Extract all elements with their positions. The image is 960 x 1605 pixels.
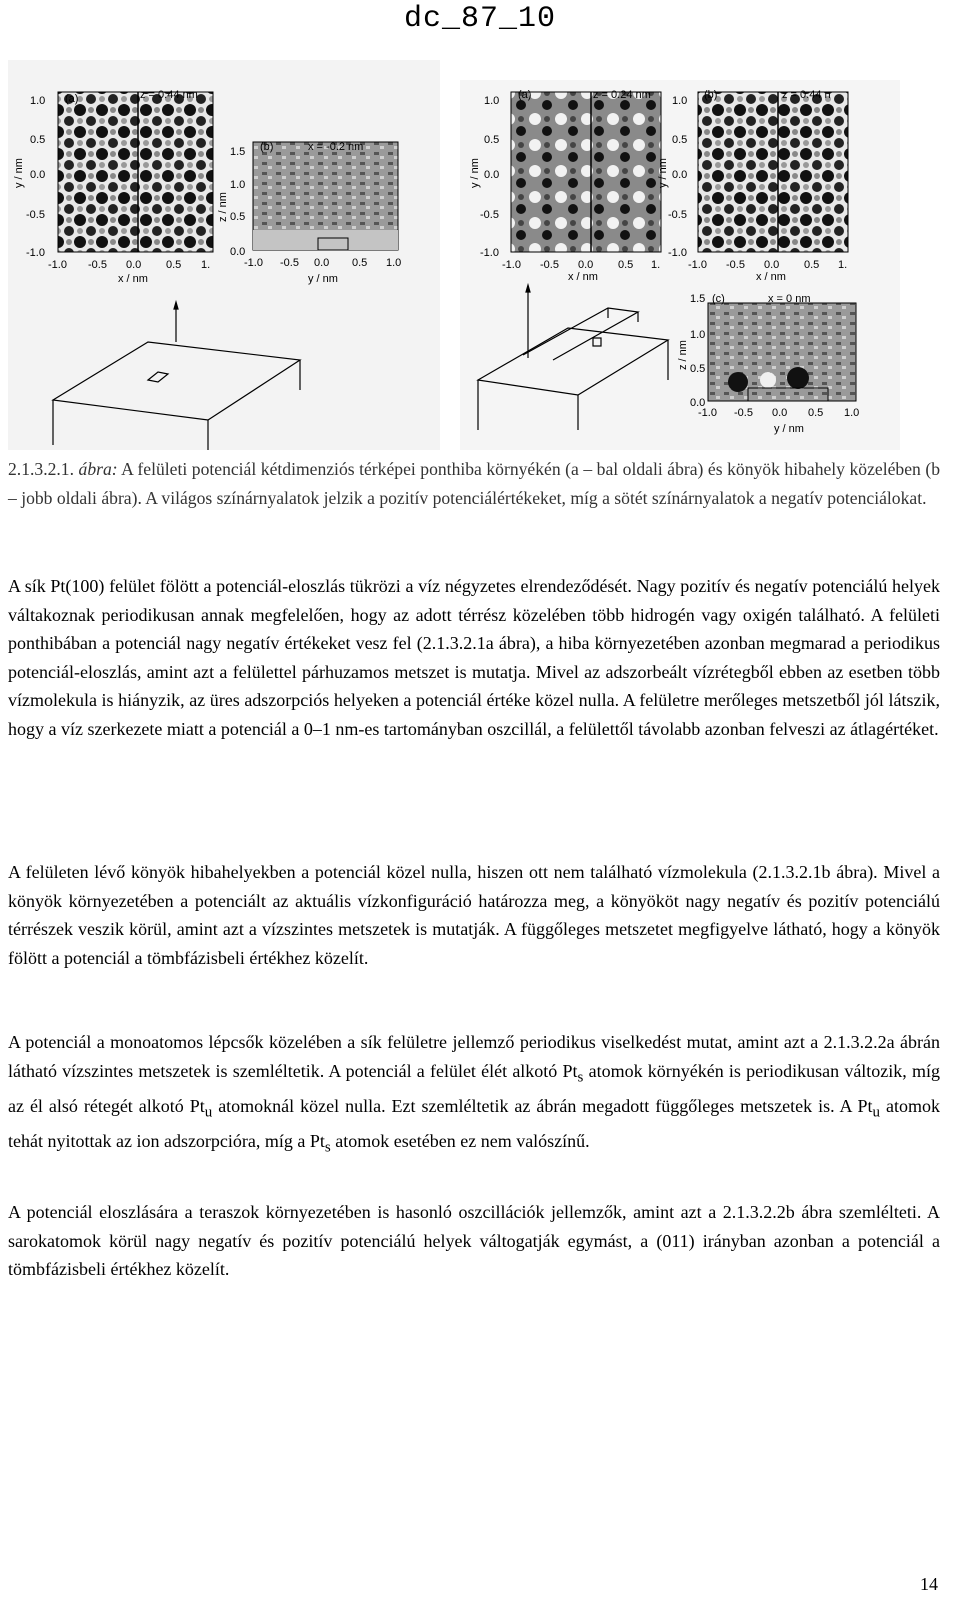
y-tick: -0.5 [480,209,499,221]
x-tick: 0.0 [126,259,142,271]
panel-caption: x = 0 nm [768,293,811,305]
x-tick: -0.5 [734,407,753,419]
paragraph-2 [8,858,940,972]
p3-part-d: atomok tehát nyitottak az ion adszorpcióra, míg a Pt [8,1095,940,1151]
y-tick: 1.0 [672,95,688,107]
x-tick: 0.0 [764,259,780,271]
y-tick: -1.0 [480,247,499,259]
z-tick: 0.5 [230,211,246,223]
paragraph-1-text: A sík Pt(100) felület fölött a potenciál-eloszlás tükrözi a víz négyzetes elrendeződését. Nagy pozitív és negatív potenciálú helyek váltakoznak periodikusan annak megfelelően, hogy az adott térrész közelében több hidrogén vagy oxigén található. A felületi ponthibában a potenciál nagy negatív értékeket vesz fel (2.1.3.2.1a ábra), a hiba környezetében azonban megmarad a periodikus potenciál-eloszlás, amint azt a felülettel párhuzamos metszet is mutatja. Mivel az adszorbeált vízrétegből ebben az esetben több vízmolekula is hiányzik, az üres adszorpciós helyeken a potenciál értéke közel nulla. A felületre merőleges metszetből jól látszik, hogy a víz szerkezete miatt a potenciál a 0–1 nm-es tartományban oszcillál, a felülettől távolabb azonban felveszi az átlagértéket. [8,576,940,739]
p3-part-b: atomok környékén is periodikusan változik, míg az él alsó rétegét alkotó Pt [8,1060,940,1116]
paragraph-1 [8,572,940,744]
y-tick: 0.0 [30,169,46,181]
y-tick: 1.0 [484,95,500,107]
y-tick: 0.5 [672,134,688,146]
x-axis-label: y / nm [308,273,338,285]
y-tick: 0.5 [484,134,500,146]
x-tick: 0.0 [314,257,330,269]
x-tick: -1.0 [698,407,717,419]
x-axis-label: y / nm [774,423,804,435]
figure-svg [8,60,900,452]
p3-sub-s1: s [577,1069,584,1086]
y-tick: 0.5 [30,134,46,146]
figure-caption [8,455,940,512]
paragraph-4-text: A potenciál eloszlására a teraszok környezetében is hasonló oszcillációk jellemzők, amint azt a 2.1.3.2.2b ábra szemlélteti. A sarokatomok körül nagy negatív és pozitív potenciálú helyek váltogatják egymást, a (011) irányban azonban a potenciál a tömbfázisbeli értékhez közelít. [8,1202,940,1280]
y-tick: -0.5 [26,209,45,221]
y-tick: -1.0 [26,247,45,259]
z-tick: 0.0 [690,397,706,409]
x-tick: -1.0 [48,259,67,271]
x-tick: -0.5 [540,259,559,271]
p3-part-a: A potenciál a monoatomos lépcsők közelében a sík felületre jellemző periodikus viselkedést mutat, amint azt a 2.1.3.2.2a ábrán látható vízszintes metszetek is szemléltetik. A potenciál a felület élét alkotó Pt [8,1032,940,1081]
panel-caption: z = 0.24 nm [593,89,651,101]
x-tick: 0.5 [804,259,820,271]
z-axis-label: z / nm [677,340,689,370]
p3-part-e: atomok esetében ez nem valószínű. [330,1130,590,1151]
paragraph-3 [8,1028,940,1162]
p3-sub-u1: u [204,1104,213,1121]
panel-caption: x = -0.2 nm [308,141,364,153]
x-tick: -1.0 [688,259,707,271]
x-tick: -0.5 [726,259,745,271]
paragraph-2-text: A felületen lévő könyök hibahelyekben a potenciál közel nulla, hiszen ott nem található vízmolekula (2.1.3.2.1b ábra). Mivel a könyök környezetében a potenciált az aktuális vízkonfiguráció határozza meg, a könyököt nagy negatív és pozitív potenciálú térrészek veszik körül, amint azt a vízszintes metszetek is mutatják. A függőleges metszetet megfigyelve látható, hogy a könyök fölött a potenciál a tömbfázisbeli értékhez közelít. [8,862,940,968]
x-axis-label: x / nm [756,271,786,283]
x-tick: -1.0 [502,259,521,271]
x-axis-label: x / nm [568,271,598,283]
panel-label: (b) [704,89,718,101]
panel-caption: z = 0.44 n [782,89,831,101]
y-axis-label: y / nm [469,158,481,188]
y-axis-label: y / nm [13,158,25,188]
y-axis-label: y / nm [657,158,669,188]
z-tick: 0.5 [690,363,706,375]
panel-caption: z = 0.44 nm [140,89,198,101]
p3-sub-s2: s [324,1139,331,1156]
x-tick: 1.0 [386,257,402,269]
z-tick: 1.0 [690,329,706,341]
y-tick: 0.0 [484,169,500,181]
figure-potential-maps [8,60,900,452]
y-tick: -1.0 [668,247,687,259]
panel-label: (c) [712,293,725,305]
caption-text: A felületi potenciál kétdimenziós térképei ponthiba környékén (a – bal oldali ábra) és könyök hibahely közelében (b – jobb oldali ábra). A világos színárnyalatok jelzik a pozitív potenciálértékeket, míg a sötét színárnyalatok a negatív potenciálokat. [8,459,940,508]
caption-abra: ábra: [78,459,118,479]
x-tick: 1.0 [844,407,860,419]
z-tick: 0.0 [230,246,246,258]
x-tick: 1. [838,259,848,271]
x-axis-label: x / nm [118,273,148,285]
x-tick: 1. [651,259,661,271]
x-tick: 0.5 [618,259,634,271]
document-header: dc_87_10 [403,2,557,36]
x-tick: 0.5 [352,257,368,269]
caption-number: 2.1.3.2.1. [8,459,74,479]
z-tick: 1.5 [230,146,246,158]
panel-label: (a) [518,89,532,101]
x-tick: 0.5 [808,407,824,419]
p3-part-c: atomoknál közel nulla. Ezt szemléltetik az ábrán megadott függőleges metszetek is. A Pt [212,1095,873,1116]
y-tick: 1.0 [30,95,46,107]
x-tick: 0.0 [578,259,594,271]
paragraph-4 [8,1198,940,1284]
x-tick: -0.5 [88,259,107,271]
x-tick: -1.0 [244,257,263,269]
p3-sub-u2: u [872,1104,881,1121]
panel-label: (b) [260,141,274,153]
x-tick: -0.5 [280,257,299,269]
y-tick: 0.0 [672,169,688,181]
x-tick: 0.5 [166,259,182,271]
y-tick: -0.5 [668,209,687,221]
panel-label: (a) [65,93,79,105]
z-tick: 1.0 [230,179,246,191]
page-number: 14 [920,1574,938,1594]
z-tick: 1.5 [690,293,706,305]
x-tick: 1. [201,259,211,271]
z-axis-label: z / nm [217,192,229,222]
x-tick: 0.0 [772,407,788,419]
